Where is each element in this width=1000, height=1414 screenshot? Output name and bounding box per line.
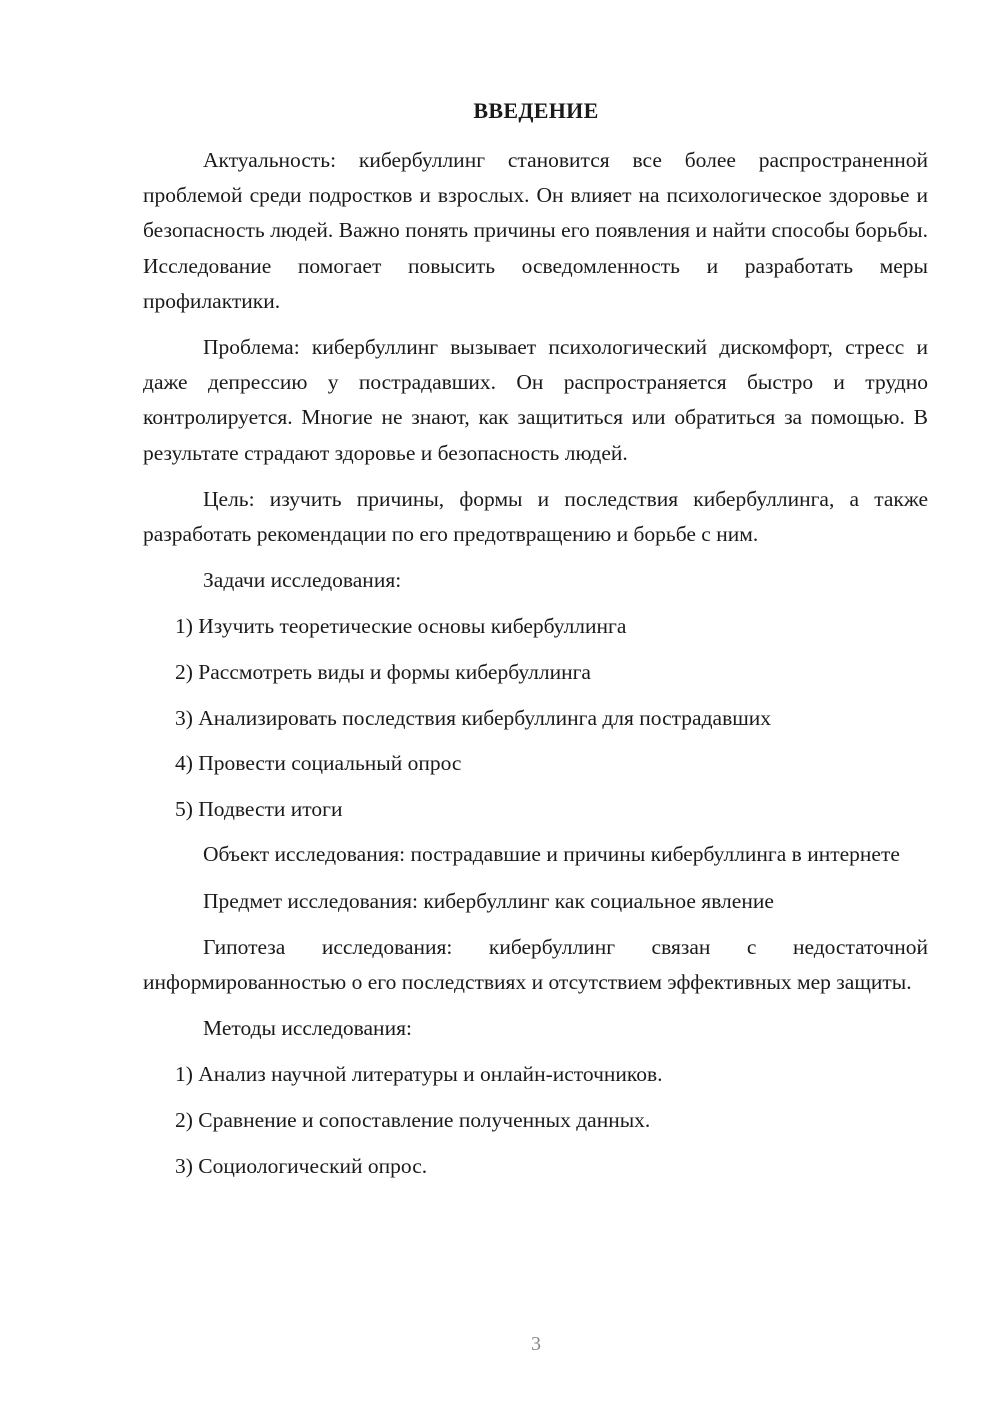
tasks-heading: Задачи исследования: [203,568,402,593]
list-item: 5) Подвести итоги [175,796,343,821]
methods-list [143,1057,928,1183]
document-body [143,143,928,1194]
list-item: 3) Социологический опрос. [175,1153,428,1178]
list-item: 3) Анализировать последствия кибербуллинга для пострадавших [175,705,772,730]
goal-paragraph: Цель: изучить причины, формы и последствия кибербуллинга, а также разработать рекомендации по его предотвращению и борьбе с ним. [143,486,928,547]
list-item: 2) Рассмотреть виды и формы кибербуллинга [175,660,591,685]
hypothesis-paragraph: Гипотеза исследования: кибербуллинг связан с недостаточной информированностью о его последствиях и отсутствием эффективных мер защиты. [143,934,928,995]
page-title: ВВЕДЕНИЕ [473,98,599,123]
tasks-list [143,609,928,827]
list-item: 4) Провести социальный опрос [175,751,462,776]
object-paragraph: Объект исследования: пострадавшие и причины кибербуллинга в интернете [203,842,900,867]
methods-heading: Методы исследования: [203,1016,412,1041]
problem-paragraph: Проблема: кибербуллинг вызывает психологический дискомфорт, стресс и даже депрессию у пострадавших. Он распространяется быстро и трудно контролируется. Многие не знают, как защититься или обратиться за помощью. В результате страдают здоровье и безопасность людей. [143,335,928,465]
list-item: 2) Сравнение и сопоставление полученных данных. [175,1108,651,1133]
relevance-paragraph: Актуальность: кибербуллинг становится все более распространенной проблемой среди подростков и взрослых. Он влияет на психологическое здоровье и безопасность людей. Важно понять причины его появления и найти способы борьбы. Исследование помогает повысить осведомленность и разработать меры профилактики. [143,148,928,313]
subject-paragraph: Предмет исследования: кибербуллинг как социальное явление [203,888,774,913]
list-item: 1) Анализ научной литературы и онлайн-источников. [175,1062,663,1087]
page-number: 3 [531,1333,541,1355]
list-item: 1) Изучить теоретические основы кибербуллинга [175,614,627,639]
